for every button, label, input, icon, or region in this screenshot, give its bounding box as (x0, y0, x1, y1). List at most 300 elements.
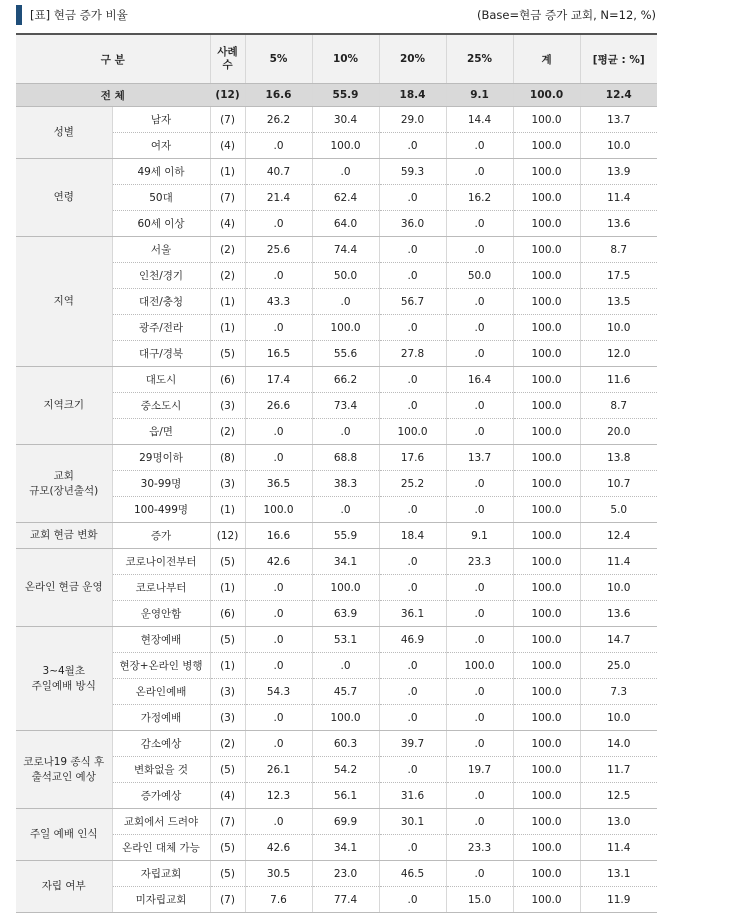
cell-20pct: .0 (379, 835, 446, 861)
cell-25pct: .0 (446, 861, 513, 887)
cell-cases: (7) (210, 887, 245, 913)
cell-20pct: 29.0 (379, 107, 446, 133)
cell-5pct: .0 (245, 809, 312, 835)
cell-5pct: .0 (245, 315, 312, 341)
cell-sum: 100.0 (513, 523, 580, 549)
cell-sum: 100.0 (513, 757, 580, 783)
header-25pct: 25% (446, 34, 513, 84)
table-row (16, 159, 657, 185)
table-row (16, 185, 657, 211)
cell-10pct: 62.4 (312, 185, 379, 211)
cell-cases: (5) (210, 757, 245, 783)
group-label: 주일 예배 인식 (16, 809, 112, 861)
row-label: 자립교회 (112, 861, 210, 887)
cell-sum: 100.0 (513, 185, 580, 211)
cell-average: 13.9 (580, 159, 657, 185)
cell-20pct: .0 (379, 653, 446, 679)
cell-25pct: 14.4 (446, 107, 513, 133)
cell-25pct: 15.0 (446, 887, 513, 913)
cell-10pct: 53.1 (312, 627, 379, 653)
table-row (16, 549, 657, 575)
cell-cases: (1) (210, 289, 245, 315)
title-accent-bar (16, 5, 22, 25)
row-label: 50대 (112, 185, 210, 211)
cell-25pct: .0 (446, 627, 513, 653)
cell-10pct: .0 (312, 653, 379, 679)
cell-cases: (1) (210, 497, 245, 523)
cell-average: 13.7 (580, 107, 657, 133)
table-row (16, 783, 657, 809)
cell-25pct: 9.1 (446, 523, 513, 549)
cell-5pct: 26.1 (245, 757, 312, 783)
cell-10pct: .0 (312, 159, 379, 185)
row-label: 49세 이하 (112, 159, 210, 185)
cell-10pct: 38.3 (312, 471, 379, 497)
cell-20pct: 31.6 (379, 783, 446, 809)
row-label: 광주/전라 (112, 315, 210, 341)
cell-10pct: 68.8 (312, 445, 379, 471)
group-label: 지역크기 (16, 367, 112, 445)
cell-10pct: 30.4 (312, 107, 379, 133)
table-base-note: (Base=현금 증가 교회, N=12, %) (477, 8, 656, 22)
cell-sum: 100.0 (513, 705, 580, 731)
cell-5pct: 25.6 (245, 237, 312, 263)
cell-10pct: .0 (312, 497, 379, 523)
cell-sum: 100.0 (513, 601, 580, 627)
cell-10pct: 56.1 (312, 783, 379, 809)
table-title: [표] 현금 증가 비율 (30, 8, 128, 22)
row-label: 온라인예배 (112, 679, 210, 705)
cell-5pct: 100.0 (245, 497, 312, 523)
cell-sum: 100.0 (513, 887, 580, 913)
cell-average: 5.0 (580, 497, 657, 523)
cell-25pct: 23.3 (446, 549, 513, 575)
cell-average: 11.9 (580, 887, 657, 913)
header-average: [평균 : %] (580, 34, 657, 84)
cell-5pct: .0 (245, 133, 312, 159)
cell-cases: (5) (210, 861, 245, 887)
table-row (16, 575, 657, 601)
total-20pct: 18.4 (379, 84, 446, 107)
cell-cases: (1) (210, 159, 245, 185)
cell-25pct: 23.3 (446, 835, 513, 861)
cell-cases: (5) (210, 549, 245, 575)
cell-average: 20.0 (580, 419, 657, 445)
cell-20pct: .0 (379, 757, 446, 783)
cell-cases: (2) (210, 419, 245, 445)
table-row (16, 445, 657, 471)
table-row (16, 705, 657, 731)
table-row (16, 133, 657, 159)
cell-sum: 100.0 (513, 107, 580, 133)
cell-average: 11.4 (580, 549, 657, 575)
row-label: 여자 (112, 133, 210, 159)
cell-5pct: 42.6 (245, 835, 312, 861)
group-label: 자립 여부 (16, 861, 112, 913)
table-row (16, 653, 657, 679)
cell-25pct: .0 (446, 289, 513, 315)
table-row (16, 861, 657, 887)
cell-cases: (3) (210, 679, 245, 705)
cell-cases: (4) (210, 211, 245, 237)
cell-cases: (3) (210, 705, 245, 731)
row-label: 30-99명 (112, 471, 210, 497)
cell-20pct: 18.4 (379, 523, 446, 549)
group-label: 성별 (16, 107, 112, 159)
cell-20pct: .0 (379, 367, 446, 393)
cell-10pct: 66.2 (312, 367, 379, 393)
cell-sum: 100.0 (513, 497, 580, 523)
cell-cases: (4) (210, 783, 245, 809)
cell-10pct: 100.0 (312, 315, 379, 341)
cell-10pct: 100.0 (312, 575, 379, 601)
cell-20pct: .0 (379, 497, 446, 523)
header-20pct: 20% (379, 34, 446, 84)
cell-20pct: 59.3 (379, 159, 446, 185)
cell-5pct: .0 (245, 705, 312, 731)
cell-cases: (8) (210, 445, 245, 471)
cell-25pct: .0 (446, 471, 513, 497)
cell-5pct: .0 (245, 419, 312, 445)
cell-5pct: 21.4 (245, 185, 312, 211)
header-row (16, 34, 657, 84)
cell-5pct: 7.6 (245, 887, 312, 913)
cell-25pct: 16.4 (446, 367, 513, 393)
table-row (16, 679, 657, 705)
cell-5pct: .0 (245, 575, 312, 601)
table-row (16, 809, 657, 835)
cell-5pct: .0 (245, 445, 312, 471)
cell-average: 10.0 (580, 575, 657, 601)
cell-20pct: 30.1 (379, 809, 446, 835)
cell-average: 25.0 (580, 653, 657, 679)
cell-cases: (5) (210, 341, 245, 367)
cell-cases: (3) (210, 393, 245, 419)
cell-average: 13.6 (580, 211, 657, 237)
cell-10pct: 73.4 (312, 393, 379, 419)
cell-25pct: .0 (446, 783, 513, 809)
cell-10pct: 74.4 (312, 237, 379, 263)
cell-25pct: .0 (446, 341, 513, 367)
group-label: 온라인 현금 운영 (16, 549, 112, 627)
cell-10pct: 45.7 (312, 679, 379, 705)
cell-sum: 100.0 (513, 783, 580, 809)
row-label: 증가 (112, 523, 210, 549)
total-5pct: 16.6 (245, 84, 312, 107)
total-label: 전 체 (16, 84, 210, 107)
cell-10pct: 54.2 (312, 757, 379, 783)
total-cases: (12) (210, 84, 245, 107)
cell-cases: (2) (210, 263, 245, 289)
cell-average: 10.0 (580, 315, 657, 341)
cell-5pct: .0 (245, 653, 312, 679)
cell-sum: 100.0 (513, 133, 580, 159)
cell-average: 11.4 (580, 185, 657, 211)
cell-20pct: 25.2 (379, 471, 446, 497)
row-label: 증가예상 (112, 783, 210, 809)
cell-sum: 100.0 (513, 341, 580, 367)
table-row (16, 497, 657, 523)
row-label: 중소도시 (112, 393, 210, 419)
cell-5pct: 30.5 (245, 861, 312, 887)
cell-10pct: .0 (312, 419, 379, 445)
group-label: 교회 현금 변화 (16, 523, 112, 549)
cell-10pct: 60.3 (312, 731, 379, 757)
cell-25pct: .0 (446, 679, 513, 705)
table-row (16, 211, 657, 237)
cell-20pct: .0 (379, 393, 446, 419)
cell-25pct: .0 (446, 133, 513, 159)
cell-sum: 100.0 (513, 861, 580, 887)
cell-5pct: 26.6 (245, 393, 312, 419)
table-row (16, 263, 657, 289)
cell-25pct: .0 (446, 809, 513, 835)
header-total: 계 (513, 34, 580, 84)
cell-20pct: .0 (379, 315, 446, 341)
cell-sum: 100.0 (513, 367, 580, 393)
group-label: 코로나19 종식 후 출석교인 예상 (16, 731, 112, 809)
cell-average: 11.7 (580, 757, 657, 783)
cell-sum: 100.0 (513, 211, 580, 237)
cell-cases: (1) (210, 315, 245, 341)
cell-cases: (6) (210, 601, 245, 627)
cell-cases: (1) (210, 653, 245, 679)
cell-10pct: 55.9 (312, 523, 379, 549)
cell-10pct: 34.1 (312, 835, 379, 861)
cell-5pct: .0 (245, 211, 312, 237)
cell-20pct: 39.7 (379, 731, 446, 757)
cell-10pct: 100.0 (312, 705, 379, 731)
cell-20pct: .0 (379, 185, 446, 211)
table-row (16, 419, 657, 445)
row-label: 60세 이상 (112, 211, 210, 237)
cell-sum: 100.0 (513, 471, 580, 497)
row-label: 현장예배 (112, 627, 210, 653)
row-label: 서울 (112, 237, 210, 263)
cell-10pct: .0 (312, 289, 379, 315)
cell-25pct: 13.7 (446, 445, 513, 471)
cell-average: 13.0 (580, 809, 657, 835)
cell-sum: 100.0 (513, 627, 580, 653)
cell-20pct: 100.0 (379, 419, 446, 445)
table-row (16, 757, 657, 783)
row-label: 대도시 (112, 367, 210, 393)
cell-5pct: .0 (245, 731, 312, 757)
cell-20pct: .0 (379, 705, 446, 731)
cell-5pct: 36.5 (245, 471, 312, 497)
cell-average: 8.7 (580, 393, 657, 419)
row-label: 남자 (112, 107, 210, 133)
header-5pct: 5% (245, 34, 312, 84)
cell-cases: (7) (210, 107, 245, 133)
cell-sum: 100.0 (513, 445, 580, 471)
cell-average: 13.5 (580, 289, 657, 315)
cell-5pct: 12.3 (245, 783, 312, 809)
cell-sum: 100.0 (513, 549, 580, 575)
header-cases: 사례 수 (210, 34, 245, 84)
cell-5pct: 26.2 (245, 107, 312, 133)
row-label: 29명이하 (112, 445, 210, 471)
cell-10pct: 77.4 (312, 887, 379, 913)
row-label: 변화없을 것 (112, 757, 210, 783)
table-row (16, 341, 657, 367)
cell-average: 12.4 (580, 523, 657, 549)
data-table (16, 33, 657, 913)
total-10pct: 55.9 (312, 84, 379, 107)
table-row (16, 237, 657, 263)
cell-5pct: .0 (245, 263, 312, 289)
cell-25pct: 50.0 (446, 263, 513, 289)
table-row (16, 601, 657, 627)
cell-25pct: .0 (446, 705, 513, 731)
row-label: 감소예상 (112, 731, 210, 757)
cell-25pct: 16.2 (446, 185, 513, 211)
cell-5pct: 16.5 (245, 341, 312, 367)
table-title-bar (16, 4, 656, 26)
row-label: 코로나이전부터 (112, 549, 210, 575)
table-row (16, 523, 657, 549)
table-row (16, 367, 657, 393)
cell-average: 12.0 (580, 341, 657, 367)
table-row (16, 835, 657, 861)
row-label: 대전/충청 (112, 289, 210, 315)
cell-sum: 100.0 (513, 679, 580, 705)
cell-average: 7.3 (580, 679, 657, 705)
row-label: 가정예배 (112, 705, 210, 731)
cell-10pct: 50.0 (312, 263, 379, 289)
header-category: 구 분 (16, 34, 210, 84)
cell-20pct: .0 (379, 549, 446, 575)
header-10pct: 10% (312, 34, 379, 84)
cell-cases: (12) (210, 523, 245, 549)
table-row (16, 471, 657, 497)
total-25pct: 9.1 (446, 84, 513, 107)
table-row (16, 315, 657, 341)
cell-5pct: 54.3 (245, 679, 312, 705)
cell-sum: 100.0 (513, 237, 580, 263)
row-label: 대구/경북 (112, 341, 210, 367)
cell-25pct: 19.7 (446, 757, 513, 783)
cell-10pct: 64.0 (312, 211, 379, 237)
cell-25pct: .0 (446, 211, 513, 237)
cell-average: 17.5 (580, 263, 657, 289)
row-label: 교회에서 드려야 (112, 809, 210, 835)
cell-cases: (5) (210, 627, 245, 653)
row-label: 현장+온라인 병행 (112, 653, 210, 679)
cell-25pct: .0 (446, 601, 513, 627)
cell-sum: 100.0 (513, 315, 580, 341)
cell-20pct: .0 (379, 133, 446, 159)
cell-20pct: .0 (379, 263, 446, 289)
cell-20pct: 36.0 (379, 211, 446, 237)
cell-20pct: .0 (379, 575, 446, 601)
group-label: 연령 (16, 159, 112, 237)
cell-average: 14.0 (580, 731, 657, 757)
cell-25pct: .0 (446, 419, 513, 445)
cell-10pct: 55.6 (312, 341, 379, 367)
total-average: 12.4 (580, 84, 657, 107)
cell-25pct: .0 (446, 159, 513, 185)
total-row (16, 84, 657, 107)
table-row (16, 107, 657, 133)
cell-20pct: 36.1 (379, 601, 446, 627)
row-label: 코로나부터 (112, 575, 210, 601)
cell-cases: (7) (210, 185, 245, 211)
group-label: 지역 (16, 237, 112, 367)
cell-sum: 100.0 (513, 575, 580, 601)
table-row (16, 887, 657, 913)
cell-cases: (4) (210, 133, 245, 159)
cell-sum: 100.0 (513, 289, 580, 315)
cell-cases: (7) (210, 809, 245, 835)
cell-25pct: .0 (446, 393, 513, 419)
cell-10pct: 69.9 (312, 809, 379, 835)
cell-average: 10.0 (580, 705, 657, 731)
cell-average: 12.5 (580, 783, 657, 809)
cell-25pct: .0 (446, 731, 513, 757)
group-label: 3~4월초 주일예배 방식 (16, 627, 112, 731)
cell-5pct: 17.4 (245, 367, 312, 393)
row-label: 100-499명 (112, 497, 210, 523)
row-label: 온라인 대체 가능 (112, 835, 210, 861)
cell-20pct: .0 (379, 679, 446, 705)
row-label: 운영안함 (112, 601, 210, 627)
cell-sum: 100.0 (513, 731, 580, 757)
cell-20pct: 46.5 (379, 861, 446, 887)
cell-25pct: .0 (446, 237, 513, 263)
cell-average: 13.6 (580, 601, 657, 627)
cell-5pct: 42.6 (245, 549, 312, 575)
cell-average: 11.4 (580, 835, 657, 861)
cell-5pct: 40.7 (245, 159, 312, 185)
cell-25pct: 100.0 (446, 653, 513, 679)
row-label: 미자립교회 (112, 887, 210, 913)
total-sum: 100.0 (513, 84, 580, 107)
group-label: 교회 규모(장년출석) (16, 445, 112, 523)
cell-sum: 100.0 (513, 809, 580, 835)
cell-cases: (2) (210, 731, 245, 757)
cell-20pct: 56.7 (379, 289, 446, 315)
cell-sum: 100.0 (513, 835, 580, 861)
row-label: 인천/경기 (112, 263, 210, 289)
row-label: 읍/면 (112, 419, 210, 445)
cell-sum: 100.0 (513, 653, 580, 679)
table-row (16, 731, 657, 757)
cell-10pct: 34.1 (312, 549, 379, 575)
cell-average: 13.8 (580, 445, 657, 471)
cell-10pct: 63.9 (312, 601, 379, 627)
cell-20pct: .0 (379, 887, 446, 913)
cell-cases: (1) (210, 575, 245, 601)
cell-sum: 100.0 (513, 159, 580, 185)
cell-25pct: .0 (446, 497, 513, 523)
cell-average: 11.6 (580, 367, 657, 393)
table-row (16, 627, 657, 653)
cell-average: 13.1 (580, 861, 657, 887)
cell-5pct: .0 (245, 627, 312, 653)
cell-20pct: 27.8 (379, 341, 446, 367)
cell-20pct: 17.6 (379, 445, 446, 471)
cell-5pct: .0 (245, 601, 312, 627)
cell-average: 8.7 (580, 237, 657, 263)
cell-5pct: 43.3 (245, 289, 312, 315)
cell-sum: 100.0 (513, 419, 580, 445)
cell-10pct: 23.0 (312, 861, 379, 887)
cell-average: 14.7 (580, 627, 657, 653)
cell-cases: (5) (210, 835, 245, 861)
table-row (16, 393, 657, 419)
table-row (16, 289, 657, 315)
